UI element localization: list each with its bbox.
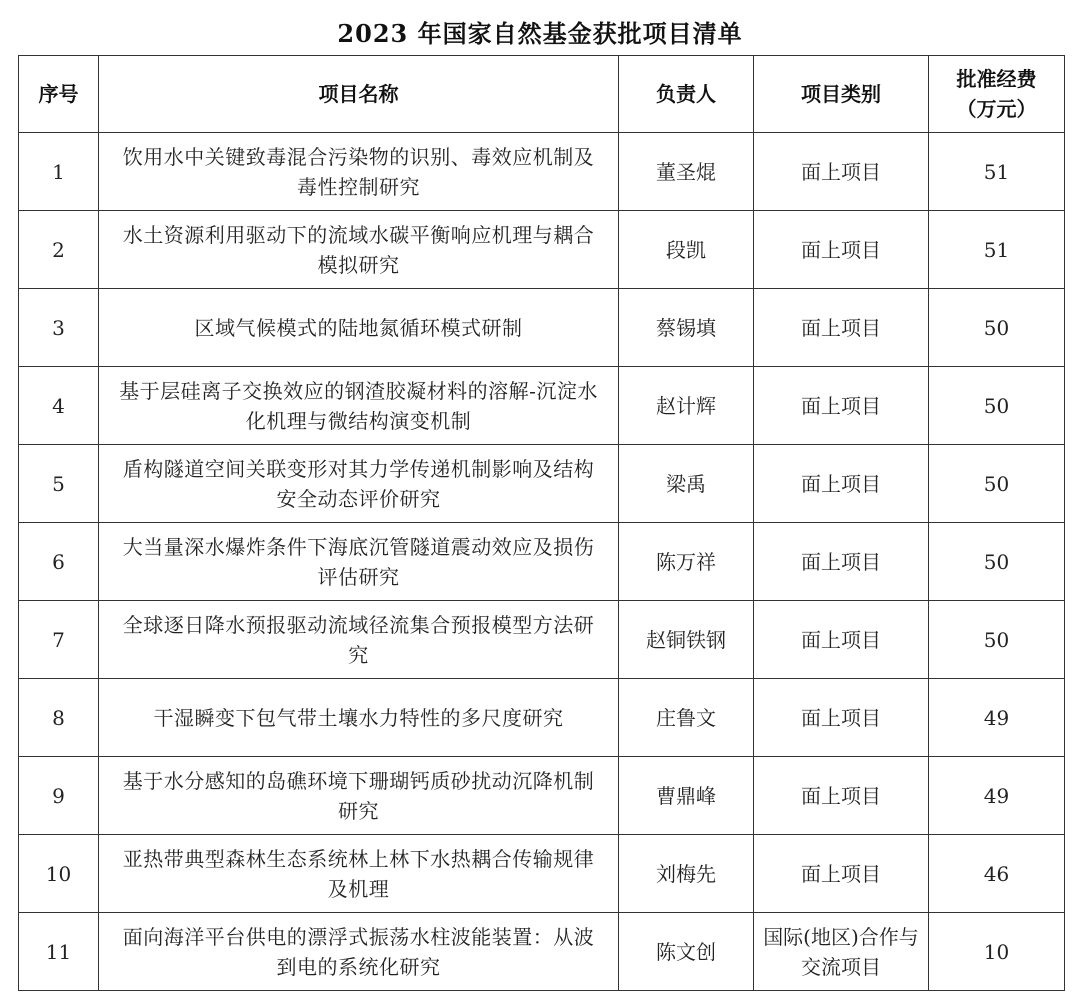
cell-leader: 庄鲁文	[619, 679, 754, 757]
cell-category: 面上项目	[754, 367, 929, 445]
cell-index: 5	[19, 445, 99, 523]
cell-category: 面上项目	[754, 133, 929, 211]
cell-category: 面上项目	[754, 679, 929, 757]
cell-index: 7	[19, 601, 99, 679]
cell-category: 国际(地区)合作与交流项目	[754, 913, 929, 991]
header-project-name: 项目名称	[99, 56, 619, 133]
cell-funding: 49	[929, 679, 1065, 757]
cell-funding: 50	[929, 367, 1065, 445]
cell-funding: 50	[929, 289, 1065, 367]
cell-leader: 刘梅先	[619, 835, 754, 913]
cell-category: 面上项目	[754, 601, 929, 679]
cell-project-name: 全球逐日降水预报驱动流域径流集合预报模型方法研究	[99, 601, 619, 679]
cell-funding: 46	[929, 835, 1065, 913]
header-leader: 负责人	[619, 56, 754, 133]
cell-index: 2	[19, 211, 99, 289]
table-row	[19, 757, 1065, 835]
cell-leader: 陈文创	[619, 913, 754, 991]
cell-project-name: 干湿瞬变下包气带土壤水力特性的多尺度研究	[99, 679, 619, 757]
header-funding: 批准经费（万元）	[929, 56, 1065, 133]
cell-leader: 段凯	[619, 211, 754, 289]
table-row	[19, 289, 1065, 367]
cell-funding: 10	[929, 913, 1065, 991]
cell-leader: 赵计辉	[619, 367, 754, 445]
cell-category: 面上项目	[754, 445, 929, 523]
cell-index: 6	[19, 523, 99, 601]
cell-leader: 曹鼎峰	[619, 757, 754, 835]
cell-index: 3	[19, 289, 99, 367]
cell-project-name: 基于水分感知的岛礁环境下珊瑚钙质砂扰动沉降机制研究	[99, 757, 619, 835]
cell-leader: 蔡锡填	[619, 289, 754, 367]
cell-project-name: 盾构隧道空间关联变形对其力学传递机制影响及结构安全动态评价研究	[99, 445, 619, 523]
cell-project-name: 水土资源利用驱动下的流域水碳平衡响应机理与耦合模拟研究	[99, 211, 619, 289]
table-row	[19, 445, 1065, 523]
cell-category: 面上项目	[754, 289, 929, 367]
table-row	[19, 913, 1065, 991]
cell-category: 面上项目	[754, 211, 929, 289]
table-row	[19, 601, 1065, 679]
cell-leader: 梁禹	[619, 445, 754, 523]
table-row	[19, 211, 1065, 289]
cell-category: 面上项目	[754, 523, 929, 601]
table-row	[19, 679, 1065, 757]
cell-index: 10	[19, 835, 99, 913]
cell-leader: 陈万祥	[619, 523, 754, 601]
cell-project-name: 面向海洋平台供电的漂浮式振荡水柱波能装置：从波到电的系统化研究	[99, 913, 619, 991]
cell-funding: 50	[929, 601, 1065, 679]
cell-category: 面上项目	[754, 835, 929, 913]
cell-leader: 董圣焜	[619, 133, 754, 211]
project-table	[18, 55, 1065, 991]
cell-index: 4	[19, 367, 99, 445]
cell-funding: 50	[929, 523, 1065, 601]
cell-index: 8	[19, 679, 99, 757]
cell-project-name: 大当量深水爆炸条件下海底沉管隧道震动效应及损伤评估研究	[99, 523, 619, 601]
table-header-row	[19, 56, 1065, 133]
cell-funding: 51	[929, 211, 1065, 289]
cell-funding: 50	[929, 445, 1065, 523]
table-row	[19, 133, 1065, 211]
cell-project-name: 基于层硅离子交换效应的钢渣胶凝材料的溶解-沉淀水化机理与微结构演变机制	[99, 367, 619, 445]
cell-leader: 赵铜铁钢	[619, 601, 754, 679]
table-row	[19, 835, 1065, 913]
cell-project-name: 饮用水中关键致毒混合污染物的识别、毒效应机制及毒性控制研究	[99, 133, 619, 211]
cell-funding: 49	[929, 757, 1065, 835]
table-row	[19, 367, 1065, 445]
table-row	[19, 523, 1065, 601]
header-index: 序号	[19, 56, 99, 133]
cell-project-name: 亚热带典型森林生态系统林上林下水热耦合传输规律及机理	[99, 835, 619, 913]
document-title: 2023 年国家自然基金获批项目清单	[337, 19, 743, 48]
cell-project-name: 区域气候模式的陆地氮循环模式研制	[99, 289, 619, 367]
cell-category: 面上项目	[754, 757, 929, 835]
header-category: 项目类别	[754, 56, 929, 133]
cell-index: 11	[19, 913, 99, 991]
cell-index: 9	[19, 757, 99, 835]
cell-index: 1	[19, 133, 99, 211]
cell-funding: 51	[929, 133, 1065, 211]
